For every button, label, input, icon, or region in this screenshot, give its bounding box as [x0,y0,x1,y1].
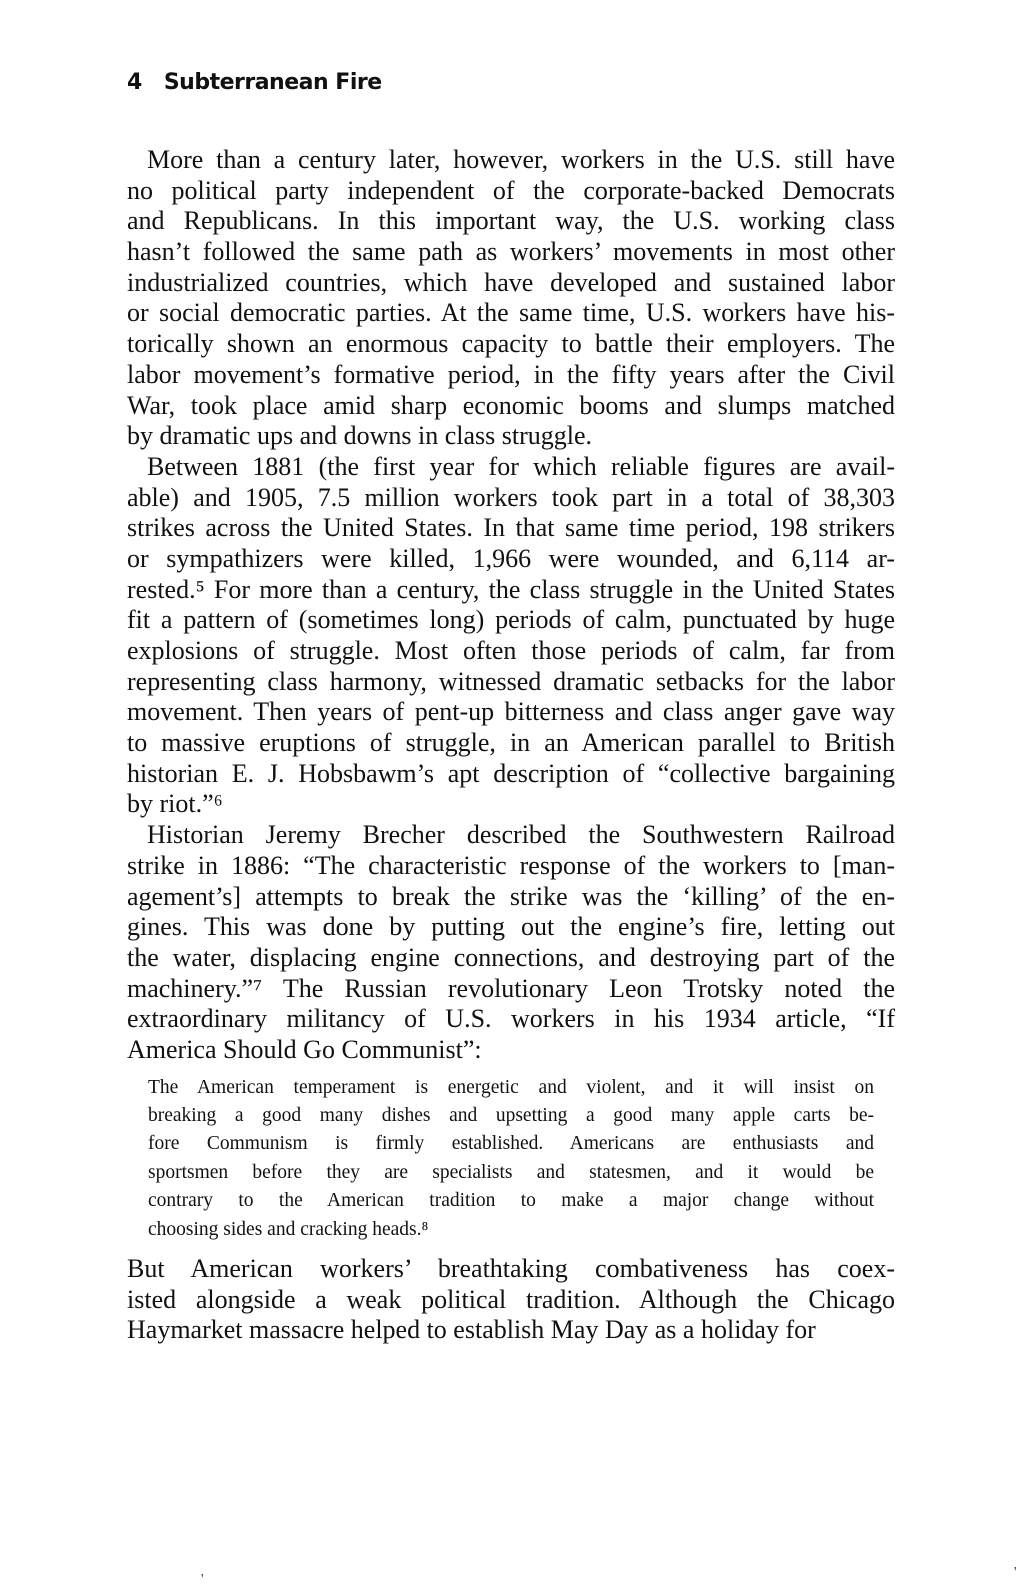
text-line: The American temperament is energetic and violent, and it will insist on [148,1076,874,1098]
text-line: agement’s] attempts to break the strike was the ‘killing’ of the en- [127,881,895,911]
page-number: 4 [127,70,142,95]
text-line: and Republicans. In this important way, the U.S. working class [127,206,895,236]
text-line: hasn’t followed the same path as workers’ movements in most other [127,237,895,267]
text-line: breaking a good many dishes and upsetting a good many apple carts be- [148,1105,874,1127]
scan-mark: ' [201,1572,204,1587]
text-line: or social democratic parties. At the same time, U.S. workers have his- [127,298,895,328]
text-line: machinery.”⁷ The Russian revolutionary Leon Trotsky noted the [127,973,895,1003]
paragraph [127,1254,895,1346]
text-line: able) and 1905, 7.5 million workers took part in a total of 38,303 [127,482,895,512]
text-line: explosions of struggle. Most often those periods of calm, far from [127,636,895,665]
paragraph [127,820,895,1066]
text-line: More than a century later, however, workers in the U.S. still have [147,145,895,174]
paragraph [127,452,895,820]
text-line: choosing sides and cracking heads.⁸ [148,1218,429,1240]
text-line: no political party independent of the corporate-backed Democrats [127,175,895,205]
text-line: by dramatic ups and downs in class struggle. [127,421,593,451]
block-quote [148,1074,874,1244]
text-line: strike in 1886: “The characteristic response of the workers to [man- [127,850,895,880]
text-line: But American workers’ breathtaking combativeness has coex- [127,1253,895,1283]
text-line: Between 1881 (the first year for which reliable figures are avail- [147,451,895,481]
text-line: isted alongside a weak political tradition. Although the Chicago [127,1284,895,1314]
text-line: Haymarket massacre helped to establish May Day as a holiday for [127,1315,816,1345]
text-line: the water, displacing engine connections, and destroying part of the [127,942,895,972]
text-line: rested.⁵ For more than a century, the class struggle in the United States [127,574,895,604]
text-line: torically shown an enormous capacity to battle their employers. The [127,329,895,359]
text-line: America Should Go Communist”: [127,1034,482,1064]
text-line: by riot.”⁶ [127,789,223,819]
text-line: War, took place amid sharp economic booms and slumps matched [127,390,895,420]
text-line: Historian Jeremy Brecher described the Southwestern Railroad [147,820,895,850]
scan-mark: ' [1014,1565,1017,1580]
text-line: or sympathizers were killed, 1,966 were wounded, and 6,114 ar- [127,543,895,573]
text-line: industrialized countries, which have developed and sustained labor [127,267,895,297]
text-line: gines. This was done by putting out the engine’s fire, letting out [127,912,895,942]
text-line: fore Communism is firmly established. Americans are enthusiasts and [148,1133,874,1155]
text-line: movement. Then years of pent-up bitterness and class anger gave way [127,697,895,727]
running-header [127,70,382,95]
text-line: to massive eruptions of struggle, in an American parallel to British [127,728,895,758]
text-line: fit a pattern of (sometimes long) periods of calm, punctuated by huge [127,605,895,635]
paragraph [127,145,895,452]
text-line: extraordinary militancy of U.S. workers in his 1934 article, “If [127,1004,895,1034]
book-title: Subterranean Fire [163,70,382,95]
text-line: historian E. J. Hobsbawm’s apt description of “collective bargaining [127,758,895,788]
text-line: contrary to the American tradition to make a major change without [148,1190,874,1212]
page-body [127,145,895,1346]
text-line: representing class harmony, witnessed dramatic setbacks for the labor [127,666,895,696]
text-line: strikes across the United States. In that same time period, 198 strikers [127,513,895,543]
text-line: sportsmen before they are specialists and statesmen, and it would be [148,1161,874,1183]
text-line: labor movement’s formative period, in the fifty years after the Civil [127,359,895,389]
